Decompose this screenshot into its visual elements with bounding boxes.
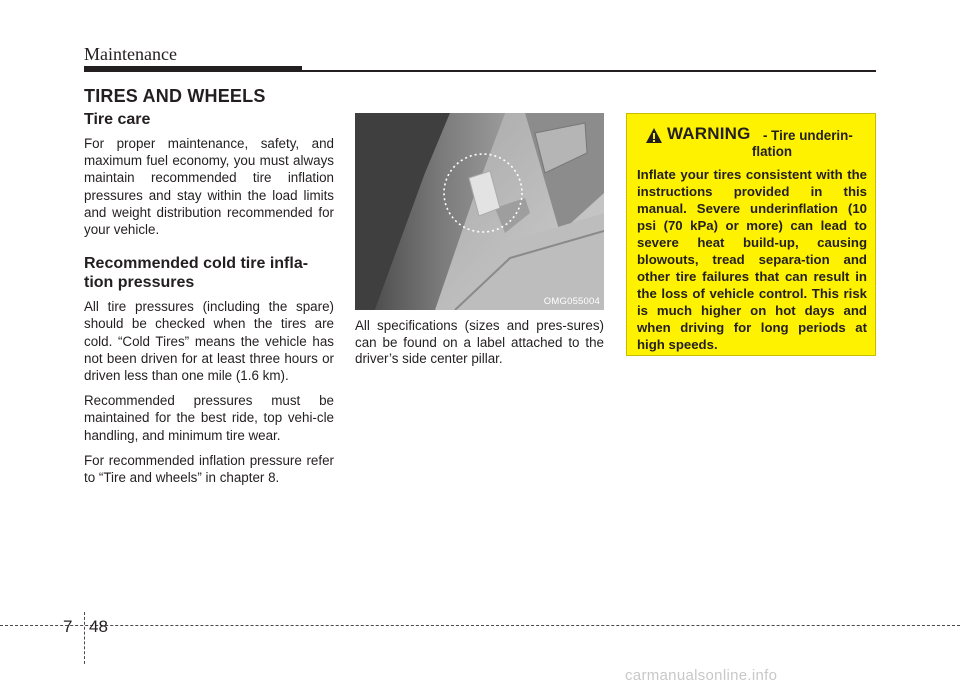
paragraph-inflation-reference: For recommended inflation pressure refer to “Tire and wheels” in chapter 8. [84, 452, 334, 486]
footer-divider [84, 612, 85, 664]
warning-body: Inflate your tires consistent with the instructions provided in this manual. Severe underinflation (10 psi (70 kPa) or more) can lead to severe heat build-up, causing blowouts, tread separa-tion and other tire failures that can result in the loss of vehicle control. This risk is much higher on hot days and when driving for long periods at high speeds. [637, 167, 867, 352]
paragraph-cold-tires: All tire pressures (including the spare) should be checked when the tires are cold. “Cold Tires” means the vehicle has not been driven for at least three hours or driven less than one mile (1.6 km). [84, 299, 334, 384]
paragraph-tire-care: For proper maintenance, safety, and maximum fuel economy, you must always maintain recommended tire inflation pressures and stay within the load limits and weight distribution recommended for your vehicle. [84, 136, 334, 238]
warning-header [627, 124, 875, 162]
warning-triangle-icon [645, 127, 663, 144]
heading-cold-tire-pressures: Recommended cold tire infla-tion pressures [84, 255, 309, 292]
page-chapter-number: 7 [63, 617, 73, 636]
header-rule-thick [84, 66, 302, 72]
warning-word: WARNING [667, 124, 751, 143]
footer-rule [0, 625, 960, 626]
label-location-text: All specifications (sizes and pres-sures) can be found on a label attached to the driver’s side center pillar. [355, 318, 604, 367]
heading-tire-care: Tire care [84, 111, 151, 128]
page-number: 48 [89, 617, 108, 636]
warning-title-line2: flation [751, 144, 793, 159]
watermark: carmanualsonline.info [625, 667, 778, 684]
header-rule-thin [302, 70, 876, 72]
door-pillar-illustration [355, 113, 604, 310]
page-header-title: Maintenance [84, 44, 177, 64]
column-left [84, 110, 334, 494]
section-title: TIRES AND WHEELS [84, 86, 266, 106]
warning-box [626, 113, 876, 356]
paragraph-recommended-pressures: Recommended pressures must be maintained for the best ride, top vehi-cle handling, and minimum tire wear. [84, 393, 334, 443]
figure-code: OMG055004 [543, 296, 600, 307]
door-pillar-photo [355, 113, 604, 310]
warning-title-line1: - Tire underin- [763, 128, 853, 143]
